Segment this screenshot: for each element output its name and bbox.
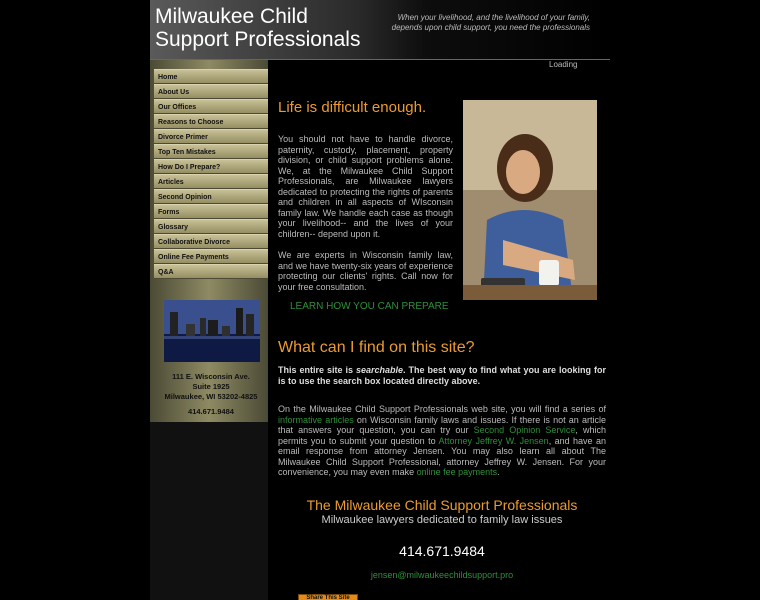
- second-opinion-link[interactable]: Second Opinion Service: [473, 425, 576, 435]
- site-title-line1: Milwaukee Child: [155, 5, 308, 28]
- address-line2: Suite 1925: [192, 382, 230, 391]
- address-line1: 111 E. Wisconsin Ave.: [172, 372, 250, 381]
- nav-item-reasons-to-choose[interactable]: Reasons to Choose: [154, 114, 268, 129]
- informative-articles-link[interactable]: informative articles: [278, 414, 354, 425]
- site-overview-paragraph: [278, 404, 606, 478]
- office-address: [154, 372, 268, 402]
- share-button[interactable]: Share This Site: [298, 594, 358, 600]
- nav-item-glossary[interactable]: Glossary: [154, 219, 268, 234]
- online-fee-payments-link[interactable]: online fee payments: [416, 467, 498, 477]
- learn-how-to-prepare-link[interactable]: LEARN HOW YOU CAN PREPARE: [290, 301, 449, 312]
- searchable-rest: . The best way to find what you are looking for is to use the search box located directly above.: [278, 365, 606, 386]
- nav-item-collaborative-divorce[interactable]: Collaborative Divorce: [154, 234, 268, 249]
- intro-paragraph-2: We are experts in Wisconsin family law, and we have twenty-six years of experience protecting our clients' rights. Call now for your free consultation.: [278, 250, 453, 292]
- footer-subtitle: Milwaukee lawyers dedicated to family law issues: [321, 514, 563, 526]
- nav-item-home[interactable]: Home: [154, 69, 268, 84]
- stressed-woman-photo: [463, 100, 597, 300]
- footer-phone: 414.671.9484: [399, 543, 485, 559]
- sidebar-phone: 414.671.9484: [188, 407, 234, 416]
- tagline: When your livelihood, and the livelihood of your family, depends upon child support, you need the professionals: [391, 13, 590, 32]
- find-heading: What can I find on this site?: [278, 339, 475, 356]
- nav-item-forms[interactable]: Forms: [154, 204, 268, 219]
- nav-item-divorce-primer[interactable]: Divorce Primer: [154, 129, 268, 144]
- overview-text-d: , and have an email response from attorney Jensen. You may also learn all about The Milwaukee Child Support Professional, attorney Jeffrey W. Jensen. For your convenience, you may even make: [278, 435, 606, 477]
- overview-text-e: .: [497, 467, 500, 477]
- loading-indicator: Loading: [549, 60, 578, 69]
- site-title-line2: Support Professionals: [155, 28, 361, 51]
- searchable-note: [278, 365, 606, 387]
- nav-item-about-us[interactable]: About Us: [154, 84, 268, 99]
- nav-item-our-offices[interactable]: Our Offices: [154, 99, 268, 114]
- header: [150, 0, 610, 60]
- intro-paragraph-1: You should not have to handle divorce, paternity, custody, placement, property division, or child support problems alone. We, at the Milwaukee Child Support Professionals, are Milwaukee lawyers dedicated to protecting the rights of parents and children in all aspects of WIsconsin family law. We handle each case as though your livelihood-- and the lives of your children-- depend upon it.: [278, 134, 453, 239]
- nav-item-qa[interactable]: Q&A: [154, 264, 268, 279]
- overview-text-b: on Wisconsin family laws and issues. If there is not an article that answers your question, you can try our: [278, 414, 606, 435]
- address-line3: Milwaukee, WI 53202-4825: [164, 392, 258, 401]
- nav-item-how-do-i-prepare[interactable]: How Do I Prepare?: [154, 159, 268, 174]
- searchable-em: searchable: [356, 365, 404, 375]
- nav-menu: [154, 69, 268, 279]
- email-link[interactable]: jensen@milwaukeechildsupport.pro: [370, 570, 514, 580]
- sidebar: [150, 60, 268, 422]
- overview-text-c: , which permits you to submit your question to: [278, 425, 607, 446]
- sidebar-bottom: [150, 422, 268, 600]
- nav-item-online-fee-payments[interactable]: Online Fee Payments: [154, 249, 268, 264]
- nav-item-articles[interactable]: Articles: [154, 174, 268, 189]
- overview-text-a: On the Milwaukee Child Support Professionals web site, you will find a series of: [278, 404, 606, 414]
- attorney-link[interactable]: Attorney Jeffrey W. Jensen: [438, 435, 549, 446]
- intro-heading: Life is difficult enough.: [278, 99, 427, 116]
- city-skyline-image: [164, 300, 260, 362]
- searchable-lead: This entire site is: [278, 365, 356, 375]
- nav-item-second-opinion[interactable]: Second Opinion: [154, 189, 268, 204]
- site-title: [155, 5, 360, 51]
- footer-title: The Milwaukee Child Support Professionals: [306, 497, 578, 513]
- nav-item-top-ten-mistakes[interactable]: Top Ten Mistakes: [154, 144, 268, 159]
